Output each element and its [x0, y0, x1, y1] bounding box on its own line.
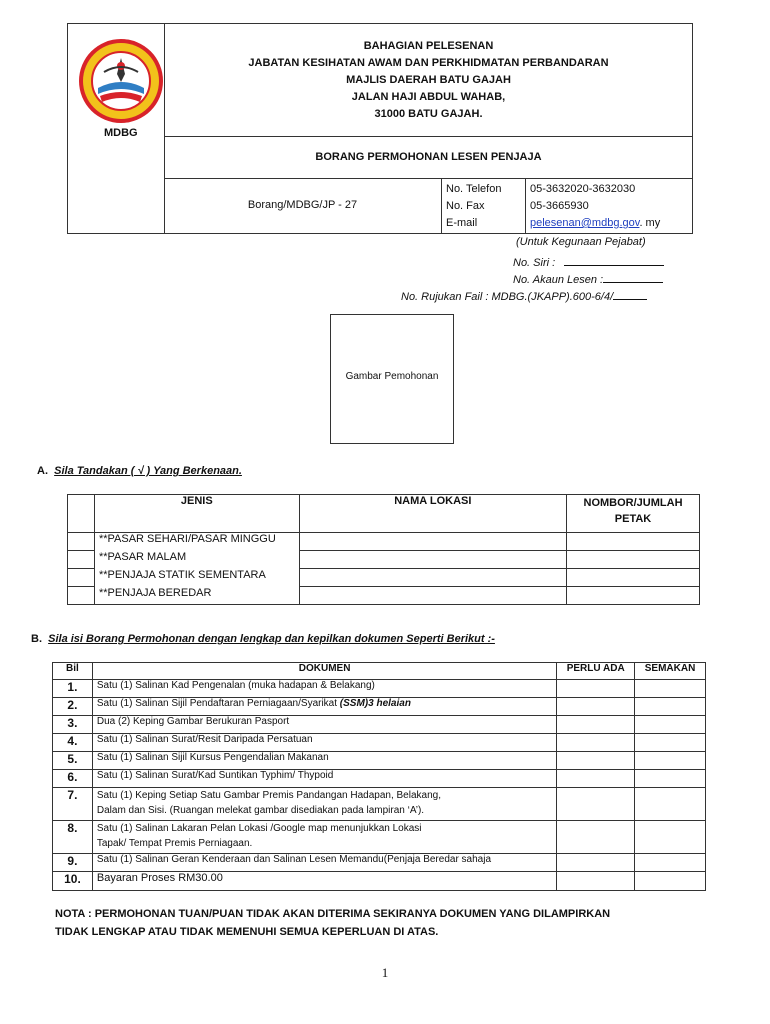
organisation-address	[164, 38, 693, 123]
section-b-title: B. Sila isi Borang Permohonan dengan lengkap dan kepilkan dokumen Seperti Berikut :-	[31, 633, 495, 645]
office-use-akaun	[513, 271, 663, 286]
row-dokumen-emphasis: (SSM)3 helaian	[339, 698, 411, 709]
lokasi-input[interactable]	[299, 569, 566, 587]
lokasi-header: NAMA LOKASI	[299, 495, 566, 533]
fax-value: 05-3665930	[530, 200, 589, 212]
header-divider-2	[164, 178, 693, 179]
phone-value: 05-3632020-3632030	[530, 183, 636, 195]
office-use-siri	[513, 254, 664, 269]
row-dokumen	[92, 734, 556, 752]
perlu-ada-cell[interactable]	[557, 680, 635, 698]
bil-header: Bil	[53, 663, 93, 680]
org-line: BAHAGIAN PELESENAN	[363, 40, 494, 52]
page-number: 1	[381, 965, 389, 980]
row-dokumen-text: Satu (1) Salinan Surat/Resit Daripada Persatuan	[96, 734, 313, 745]
lokasi-input[interactable]	[299, 533, 566, 551]
note-line-1: NOTA : PERMOHONAN TUAN/PUAN TIDAK AKAN DITERIMA SEKIRANYA DOKUMEN YANG DILAMPIRKAN	[55, 908, 611, 920]
section-b-title-text: Sila isi Borang Permohonan dengan lengkap dan kepilkan dokumen Seperti Berikut :-	[48, 633, 495, 645]
nombor-input[interactable]	[567, 587, 700, 605]
row-dokumen-text: Satu (1) Salinan Lakaran Pelan Lokasi /Google map menunjukkan Lokasi	[96, 823, 422, 834]
nombor-header-line1: NOMBOR/JUMLAH	[583, 497, 683, 509]
row-bil: 7.	[53, 788, 93, 821]
row-bil: 9.	[53, 854, 93, 872]
email-link[interactable]: pelesenan@mdbg.gov	[530, 217, 640, 229]
perlu-ada-header: PERLU ADA	[557, 663, 635, 680]
row-bil: 1.	[53, 680, 93, 698]
semakan-cell[interactable]	[635, 734, 706, 752]
nombor-input[interactable]	[567, 569, 700, 587]
row-dokumen	[92, 680, 556, 698]
dokumen-header: DOKUMEN	[92, 663, 556, 680]
nombor-header-line2: PETAK	[614, 513, 652, 525]
fax-label: No. Fax	[446, 200, 485, 212]
section-a-title: A. Sila Tandakan ( √ ) Yang Berkenaan.	[37, 465, 242, 477]
logo-caption: MDBG	[104, 127, 138, 139]
row-bil: 3.	[53, 716, 93, 734]
row-dokumen	[92, 770, 556, 788]
semakan-cell[interactable]	[635, 854, 706, 872]
note	[55, 905, 610, 941]
row-dokumen	[92, 821, 556, 854]
perlu-ada-cell[interactable]	[557, 821, 635, 854]
note-line-2: TIDAK LENGKAP ATAU TIDAK MEMENUHI SEMUA KEPERLUAN DI ATAS.	[55, 926, 439, 938]
semakan-cell[interactable]	[635, 821, 706, 854]
semakan-cell[interactable]	[635, 680, 706, 698]
row-dokumen	[92, 872, 556, 891]
header-divider-contact	[441, 178, 442, 234]
rujukan-label: No. Rujukan Fail : MDBG.(JKAPP).600-6/4/	[401, 291, 614, 303]
row-dokumen	[92, 854, 556, 872]
perlu-ada-cell[interactable]	[557, 734, 635, 752]
nombor-header	[567, 495, 700, 533]
row-dokumen	[92, 752, 556, 770]
perlu-ada-cell[interactable]	[557, 752, 635, 770]
org-line: JABATAN KESIHATAN AWAM DAN PERKHIDMATAN PERBANDARAN	[248, 57, 609, 69]
row-dokumen-text: Satu (1) Keping Setiap Satu Gambar Premis Pandangan Hadapan, Belakang,	[96, 790, 441, 801]
perlu-ada-cell[interactable]	[557, 854, 635, 872]
semakan-cell[interactable]	[635, 752, 706, 770]
section-b-table	[52, 662, 706, 891]
akaun-label: No. Akaun Lesen :	[513, 274, 604, 286]
perlu-ada-cell[interactable]	[557, 788, 635, 821]
semakan-cell[interactable]	[635, 872, 706, 891]
row-dokumen-text: Satu (1) Salinan Geran Kenderaan dan Salinan Lesen Memandu(Penjaja Beredar sahaja	[96, 854, 492, 865]
org-line: 31000 BATU GAJAH.	[374, 108, 483, 120]
checkbox-cell[interactable]	[68, 569, 95, 587]
row-dokumen	[92, 788, 556, 821]
checkbox-cell[interactable]	[68, 533, 95, 551]
contact-values	[530, 181, 660, 232]
perlu-ada-cell[interactable]	[557, 716, 635, 734]
row-bil: 2.	[53, 698, 93, 716]
row-bil: 8.	[53, 821, 93, 854]
form-title: BORANG PERMOHONAN LESEN PENJAJA	[315, 151, 542, 163]
row-dokumen	[92, 698, 556, 716]
form-code: Borang/MDBG/JP - 27	[247, 199, 358, 211]
org-line: JALAN HAJI ABDUL WAHAB,	[351, 91, 506, 103]
org-line: MAJLIS DAERAH BATU GAJAH	[346, 74, 511, 86]
semakan-cell[interactable]	[635, 788, 706, 821]
row-dokumen-text: Satu (1) Salinan Sijil Pendaftaran Perniagaan/Syarikat	[96, 698, 340, 709]
lokasi-input[interactable]	[299, 587, 566, 605]
office-use-title: (Untuk Kegunaan Pejabat)	[516, 236, 646, 248]
jenis-header: JENIS	[94, 495, 299, 533]
phone-label: No. Telefon	[446, 183, 502, 195]
siri-blank	[564, 254, 664, 266]
semakan-cell[interactable]	[635, 698, 706, 716]
perlu-ada-cell[interactable]	[557, 698, 635, 716]
section-a-table	[67, 494, 700, 605]
email-value	[530, 215, 660, 232]
contact-divider	[525, 178, 526, 234]
email-suffix: . my	[639, 217, 661, 229]
nombor-input[interactable]	[567, 551, 700, 569]
rujukan-blank	[613, 288, 647, 300]
row-bil: 10.	[53, 872, 93, 891]
row-bil: 5.	[53, 752, 93, 770]
row-dokumen	[92, 716, 556, 734]
photo-box-label: Gambar Pemohonan	[345, 371, 439, 382]
row-bil: 4.	[53, 734, 93, 752]
row-dokumen-text: Dua (2) Keping Gambar Berukuran Pasport	[96, 716, 290, 727]
header-divider-1	[164, 136, 693, 137]
checkbox-cell[interactable]	[68, 587, 95, 605]
siri-label: No. Siri :	[513, 257, 556, 269]
checkbox-header	[68, 495, 95, 533]
jenis-item: **PASAR SEHARI/PASAR MINGGU	[94, 533, 299, 551]
section-a-title-text: Sila Tandakan ( √ ) Yang Berkenaan.	[54, 465, 242, 477]
row-dokumen-text: Satu (1) Salinan Sijil Kursus Pengendalian Makanan	[96, 752, 329, 763]
akaun-blank	[603, 271, 663, 283]
office-use-rujukan	[401, 288, 647, 303]
jenis-item: **PASAR MALAM	[94, 551, 299, 569]
row-dokumen-text: Satu (1) Salinan Kad Pengenalan (muka hadapan & Belakang)	[96, 680, 375, 691]
perlu-ada-cell[interactable]	[557, 872, 635, 891]
semakan-header: SEMAKAN	[635, 663, 706, 680]
lokasi-input[interactable]	[299, 551, 566, 569]
row-dokumen-text-2: Dalam dan Sisi. (Ruangan melekat gambar disediakan pada lampiran ‘A’).	[96, 805, 425, 816]
semakan-cell[interactable]	[635, 716, 706, 734]
row-bil: 6.	[53, 770, 93, 788]
row-dokumen-text: Satu (1) Salinan Surat/Kad Suntikan Typhim/ Thypoid	[96, 770, 334, 781]
nombor-input[interactable]	[567, 533, 700, 551]
perlu-ada-cell[interactable]	[557, 770, 635, 788]
row-dokumen-text-2: Tapak/ Tempat Premis Perniagaan.	[96, 838, 253, 849]
jenis-item: **PENJAJA STATIK SEMENTARA	[94, 569, 299, 587]
checkbox-cell[interactable]	[68, 551, 95, 569]
row-dokumen-text: Bayaran Proses RM30.00	[96, 872, 223, 884]
jenis-item: **PENJAJA BEREDAR	[94, 587, 299, 605]
contact-labels	[446, 181, 501, 232]
semakan-cell[interactable]	[635, 770, 706, 788]
council-logo	[76, 36, 166, 126]
email-label: E-mail	[446, 217, 478, 229]
